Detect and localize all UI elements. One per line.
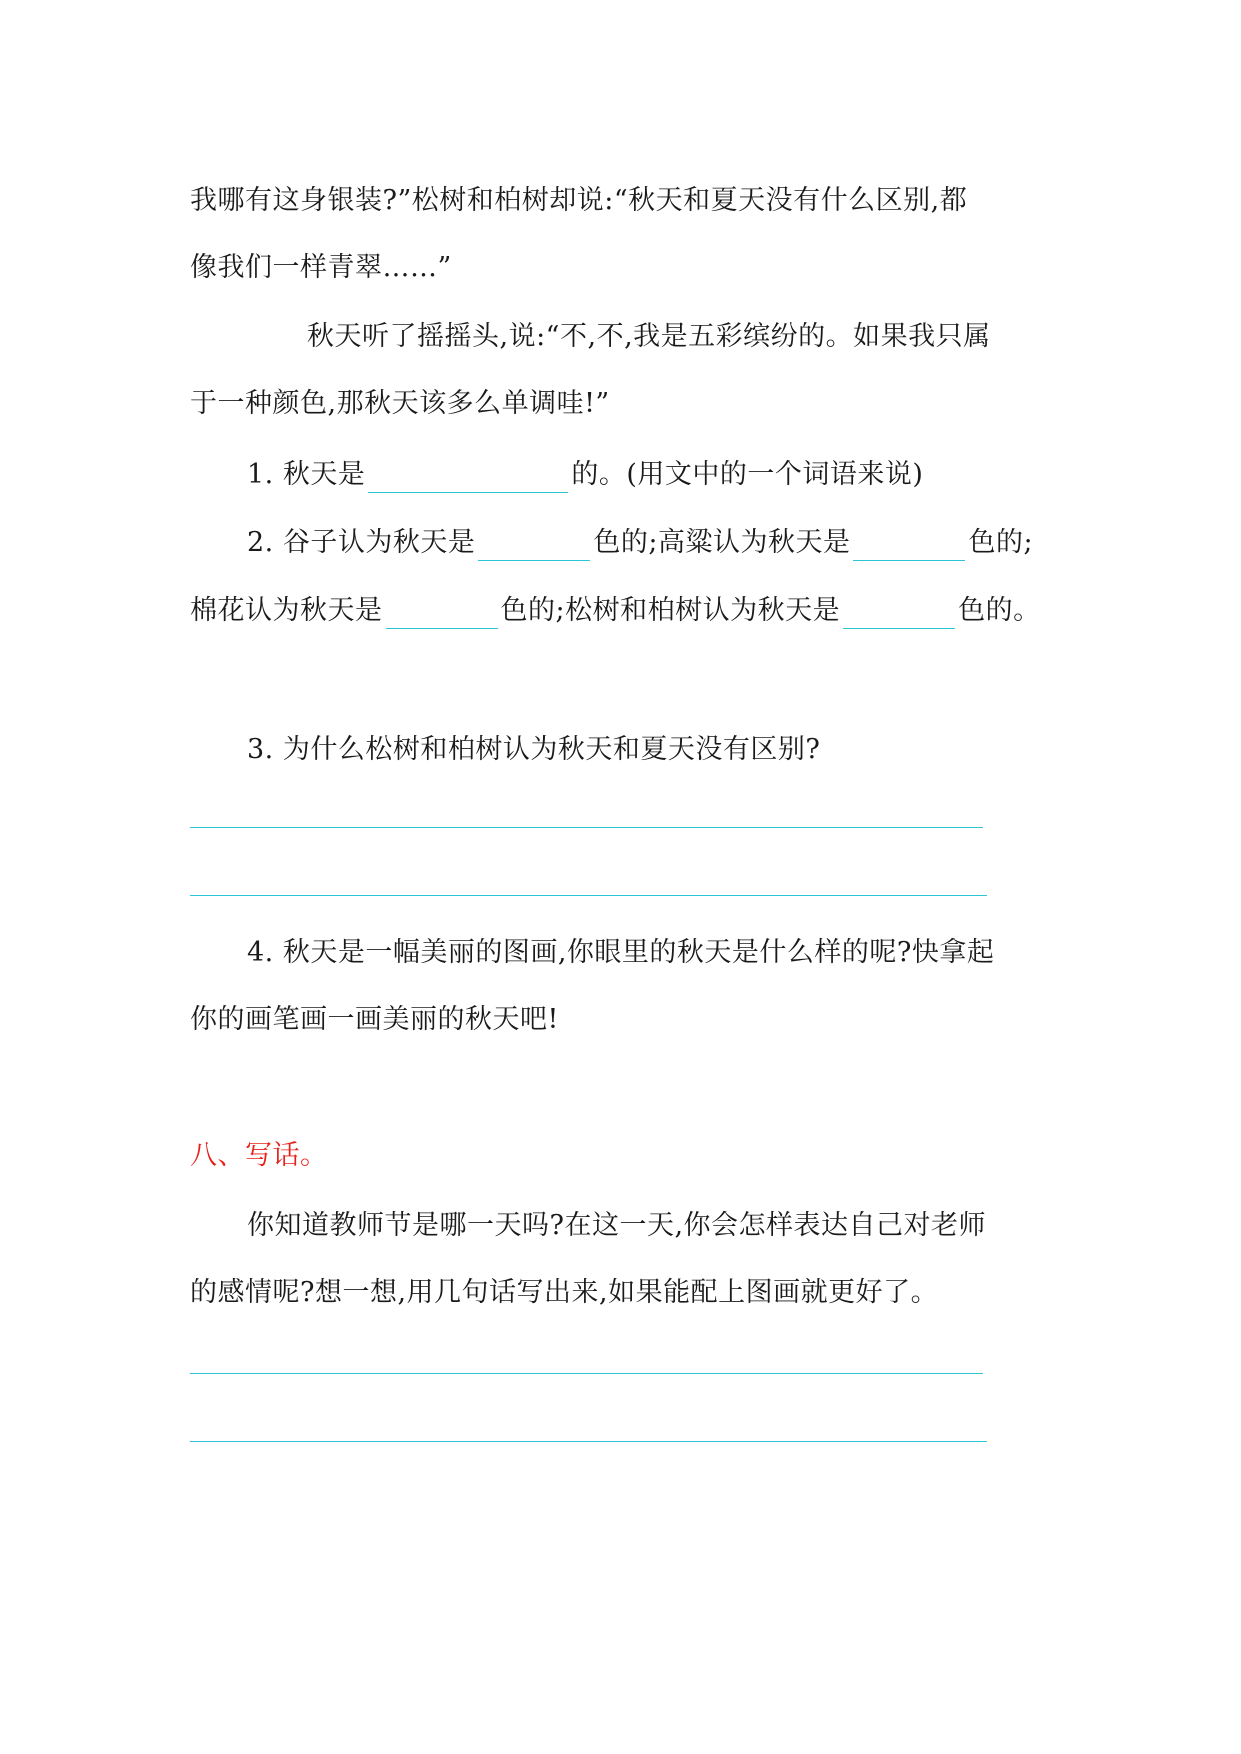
- section-8-line-2: 的感情呢?想一想,用几句话写出来,如果能配上图画就更好了。: [190, 1277, 939, 1308]
- question-2-line-1: [247, 525, 1033, 561]
- question-2-part-5: 色的;松树和柏树认为秋天是: [500, 595, 841, 626]
- question-3-answer-line-2[interactable]: [190, 895, 987, 896]
- question-2-part-6: 色的。: [958, 595, 1041, 626]
- question-2-blank-pine[interactable]: [843, 598, 955, 629]
- passage-line-1: 我哪有这身银装?”松树和柏树却说:“秋天和夏天没有什么区别,都: [190, 185, 968, 216]
- section-8-line-1: 你知道教师节是哪一天吗?在这一天,你会怎样表达自己对老师: [247, 1210, 987, 1241]
- question-2-blank-cotton[interactable]: [386, 598, 498, 629]
- question-3: 3. 为什么松树和柏树认为秋天和夏天没有区别?: [247, 734, 821, 765]
- question-2-part-2: 色的;高粱认为秋天是: [593, 527, 851, 558]
- section-8-title: 八、写话。: [190, 1140, 328, 1171]
- section-8-answer-line-1[interactable]: [190, 1373, 983, 1374]
- question-2-part-3: 色的;: [968, 527, 1034, 558]
- passage-line-4: 于一种颜色,那秋天该多么单调哇!”: [190, 388, 610, 419]
- question-2-blank-sorghum[interactable]: [853, 530, 965, 561]
- passage-line-2: 像我们一样青翠……”: [190, 252, 452, 283]
- question-2-part-4: 棉花认为秋天是: [190, 595, 383, 626]
- section-8-answer-line-2[interactable]: [190, 1441, 987, 1442]
- question-2-part-1: 2. 谷子认为秋天是: [247, 527, 476, 558]
- question-1-suffix: 的。(用文中的一个词语来说): [571, 459, 924, 490]
- question-2-blank-grain[interactable]: [478, 530, 590, 561]
- question-3-answer-line-1[interactable]: [190, 827, 983, 828]
- question-1-prefix: 1. 秋天是: [247, 459, 366, 490]
- passage-line-3: 秋天听了摇摇头,说:“不,不,我是五彩缤纷的。如果我只属: [307, 321, 991, 352]
- question-4-line-2: 你的画笔画一画美丽的秋天吧!: [190, 1004, 559, 1035]
- question-1-blank[interactable]: [368, 462, 568, 493]
- question-4-line-1: 4. 秋天是一幅美丽的图画,你眼里的秋天是什么样的呢?快拿起: [247, 937, 995, 968]
- question-1: [247, 457, 923, 493]
- question-2-line-2: [190, 593, 1041, 629]
